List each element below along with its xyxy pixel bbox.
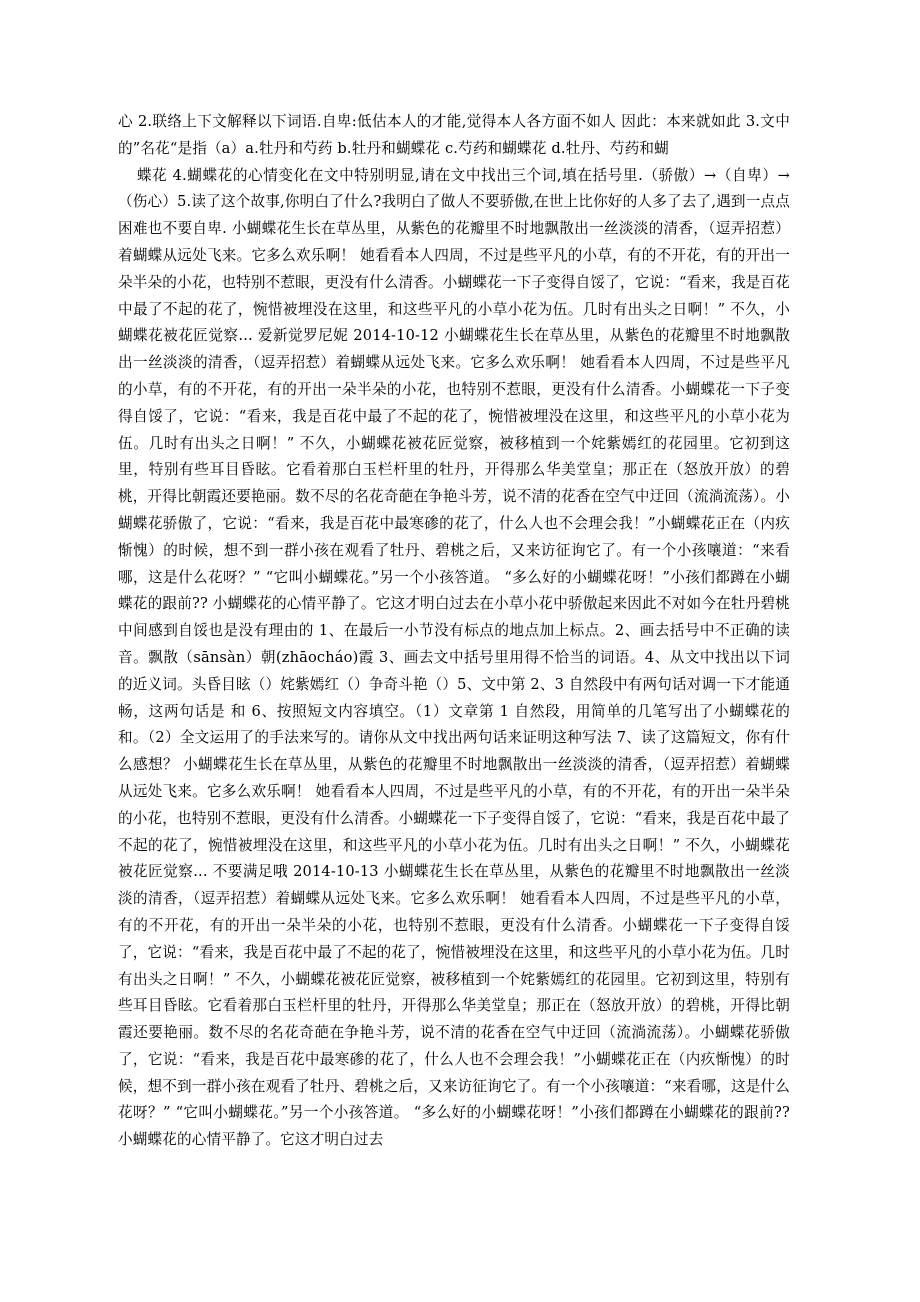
paragraph-questions-intro: 心 2.联络上下文解释以下词语.自卑:低估本人的才能,觉得本人各方面不如人 因此：本来就如此 3.文中的”名花“是指（a）a.牡丹和芍药 b.牡丹和蝴蝶花 c.芍药和蝴蝶花 d.牡丹、芍药和蝴 bbox=[118, 113, 790, 157]
paragraph-story-and-exercises: 蝶花 4.蝴蝶花的心情变化在文中特别明显,请在文中找出三个词,填在括号里.（骄傲）→（自卑）→（伤心）5.读了这个故事,你明白了什么?我明白了做人不要骄傲,在世上比你好的人多了去了,遇到一点点困难也不要自卑. 小蝴蝶花生长在草丛里，从紫色的花瓣里不时地飘散出一丝淡淡的清香，（逗弄招惹）着蝴蝶从远处飞来。它多么欢乐啊！ 她看看本人四周，不过是些平凡的小草，有的不开花，有的开出一朵半朵的小花，也特别不惹眼，更没有什么清香。小蝴蝶花一下子变得自馁了，它说：“看来，我是百花中最了不起的花了，惋惜被埋没在这里，和这些平凡的小草小花为伍。几时有出头之日啊！” 不久，小蝴蝶花被花匠觉察... 爱新觉罗尼妮 2014-10-12 小蝴蝶花生长在草丛里，从紫色的花瓣里不时地飘散出一丝淡淡的清香，（逗弄招惹）着蝴蝶从远处飞来。它多么欢乐啊！ 她看看本人四周，不过是些平凡的小草，有的不开花，有的开出一朵半朵的小花，也特别不惹眼，更没有什么清香。小蝴蝶花一下子变得自馁了，它说：“看来，我是百花中最了不起的花了，惋惜被埋没在这里，和这些平凡的小草小花为伍。几时有出头之日啊！” 不久，小蝴蝶花被花匠觉察，被移植到一个姹紫嫣红的花园里。它初到这里，特别有些耳目昏眩。它看着那白玉栏杆里的牡丹，开得那么华美堂皇；那正在（怒放开放）的碧桃，开得比朝霞还要艳丽。数不尽的名花奇葩在争艳斗芳，说不清的花香在空气中迂回（流淌流荡）。小蝴蝶花骄傲了，它说：“看来，我是百花中最寒碜的花了，什么人也不会理会我！”小蝴蝶花正在（内疚惭愧）的时候，想不到一群小孩在观看了牡丹、碧桃之后，又来访征询它了。有一个小孩嚷道：“来看哪，这是什么花呀？” “它叫小蝴蝶花。”另一个小孩答道。 “多么好的小蝴蝶花呀！”小孩们都蹲在小蝴蝶花的跟前?? 小蝴蝶花的心情平静了。它这才明白过去在小草小花中骄傲起来因此不对如今在牡丹碧桃中间感到自馁也是没有理由的 1、在最后一小节没有标点的地点加上标点。2、画去括号中不正确的读音。飘散（sānsàn）朝(zhāocháo)霞 3、画去文中括号里用得不恰当的词语。4、从文中找出以下词的近义词。头昏目眩（）姹紫嫣红（）争奇斗艳（）5、文中第 2、3 自然段中有两句话对调一下才能通畅，这两句话是 和 6、按照短文内容填空。（1）文章第 1 自然段，用简单的几笔写出了小蝴蝶花的和。（2）全文运用了的手法来写的。请你从文中找出两句话来证明这种写法 7、读了这篇短文，你有什么感想？ 小蝴蝶花生长在草丛里，从紫色的花瓣里不时地飘散出一丝淡淡的清香，（逗弄招惹）着蝴蝶从远处飞来。它多么欢乐啊！ 她看看本人四周，不过是些平凡的小草，有的不开花，有的开出一朵半朵的小花，也特别不惹眼，更没有什么清香。小蝴蝶花一下子变得自馁了，它说：“看来，我是百花中最了不起的花了，惋惜被埋没在这里，和这些平凡的小草小花为伍。几时有出头之日啊！” 不久，小蝴蝶花被花匠觉察... 不要满足哦 2014-10-13 小蝴蝶花生长在草丛里，从紫色的花瓣里不时地飘散出一丝淡淡的清香，（逗弄招惹）着蝴蝶从远处飞来。它多么欢乐啊！ 她看看本人四周，不过是些平凡的小草，有的不开花，有的开出一朵半朵的小花，也特别不惹眼，更没有什么清香。小蝴蝶花一下子变得自馁了，它说：“看来，我是百花中最了不起的花了，惋惜被埋没在这里，和这些平凡的小草小花为伍。几时有出头之日啊！” 不久，小蝴蝶花被花匠觉察，被移植到一个姹紫嫣红的花园里。它初到这里，特别有些耳目昏眩。它看着那白玉栏杆里的牡丹，开得那么华美堂皇；那正在（怒放开放）的碧桃，开得比朝霞还要艳丽。数不尽的名花奇葩在争艳斗芳，说不清的花香在空气中迂回（流淌流荡）。小蝴蝶花骄傲了，它说：“看来，我是百花中最寒碜的花了，什么人也不会理会我！”小蝴蝶花正在（内疚惭愧）的时候，想不到一群小孩在观看了牡丹、碧桃之后，又来访征询它了。有一个小孩嚷道：“来看哪，这是什么花呀？” “它叫小蝴蝶花。”另一个小孩答道。 “多么好的小蝴蝶花呀！”小孩们都蹲在小蝴蝶花的跟前?? 小蝴蝶花的心情平静了。它这才明白过去 bbox=[118, 166, 790, 1149]
document-body bbox=[118, 109, 790, 1154]
